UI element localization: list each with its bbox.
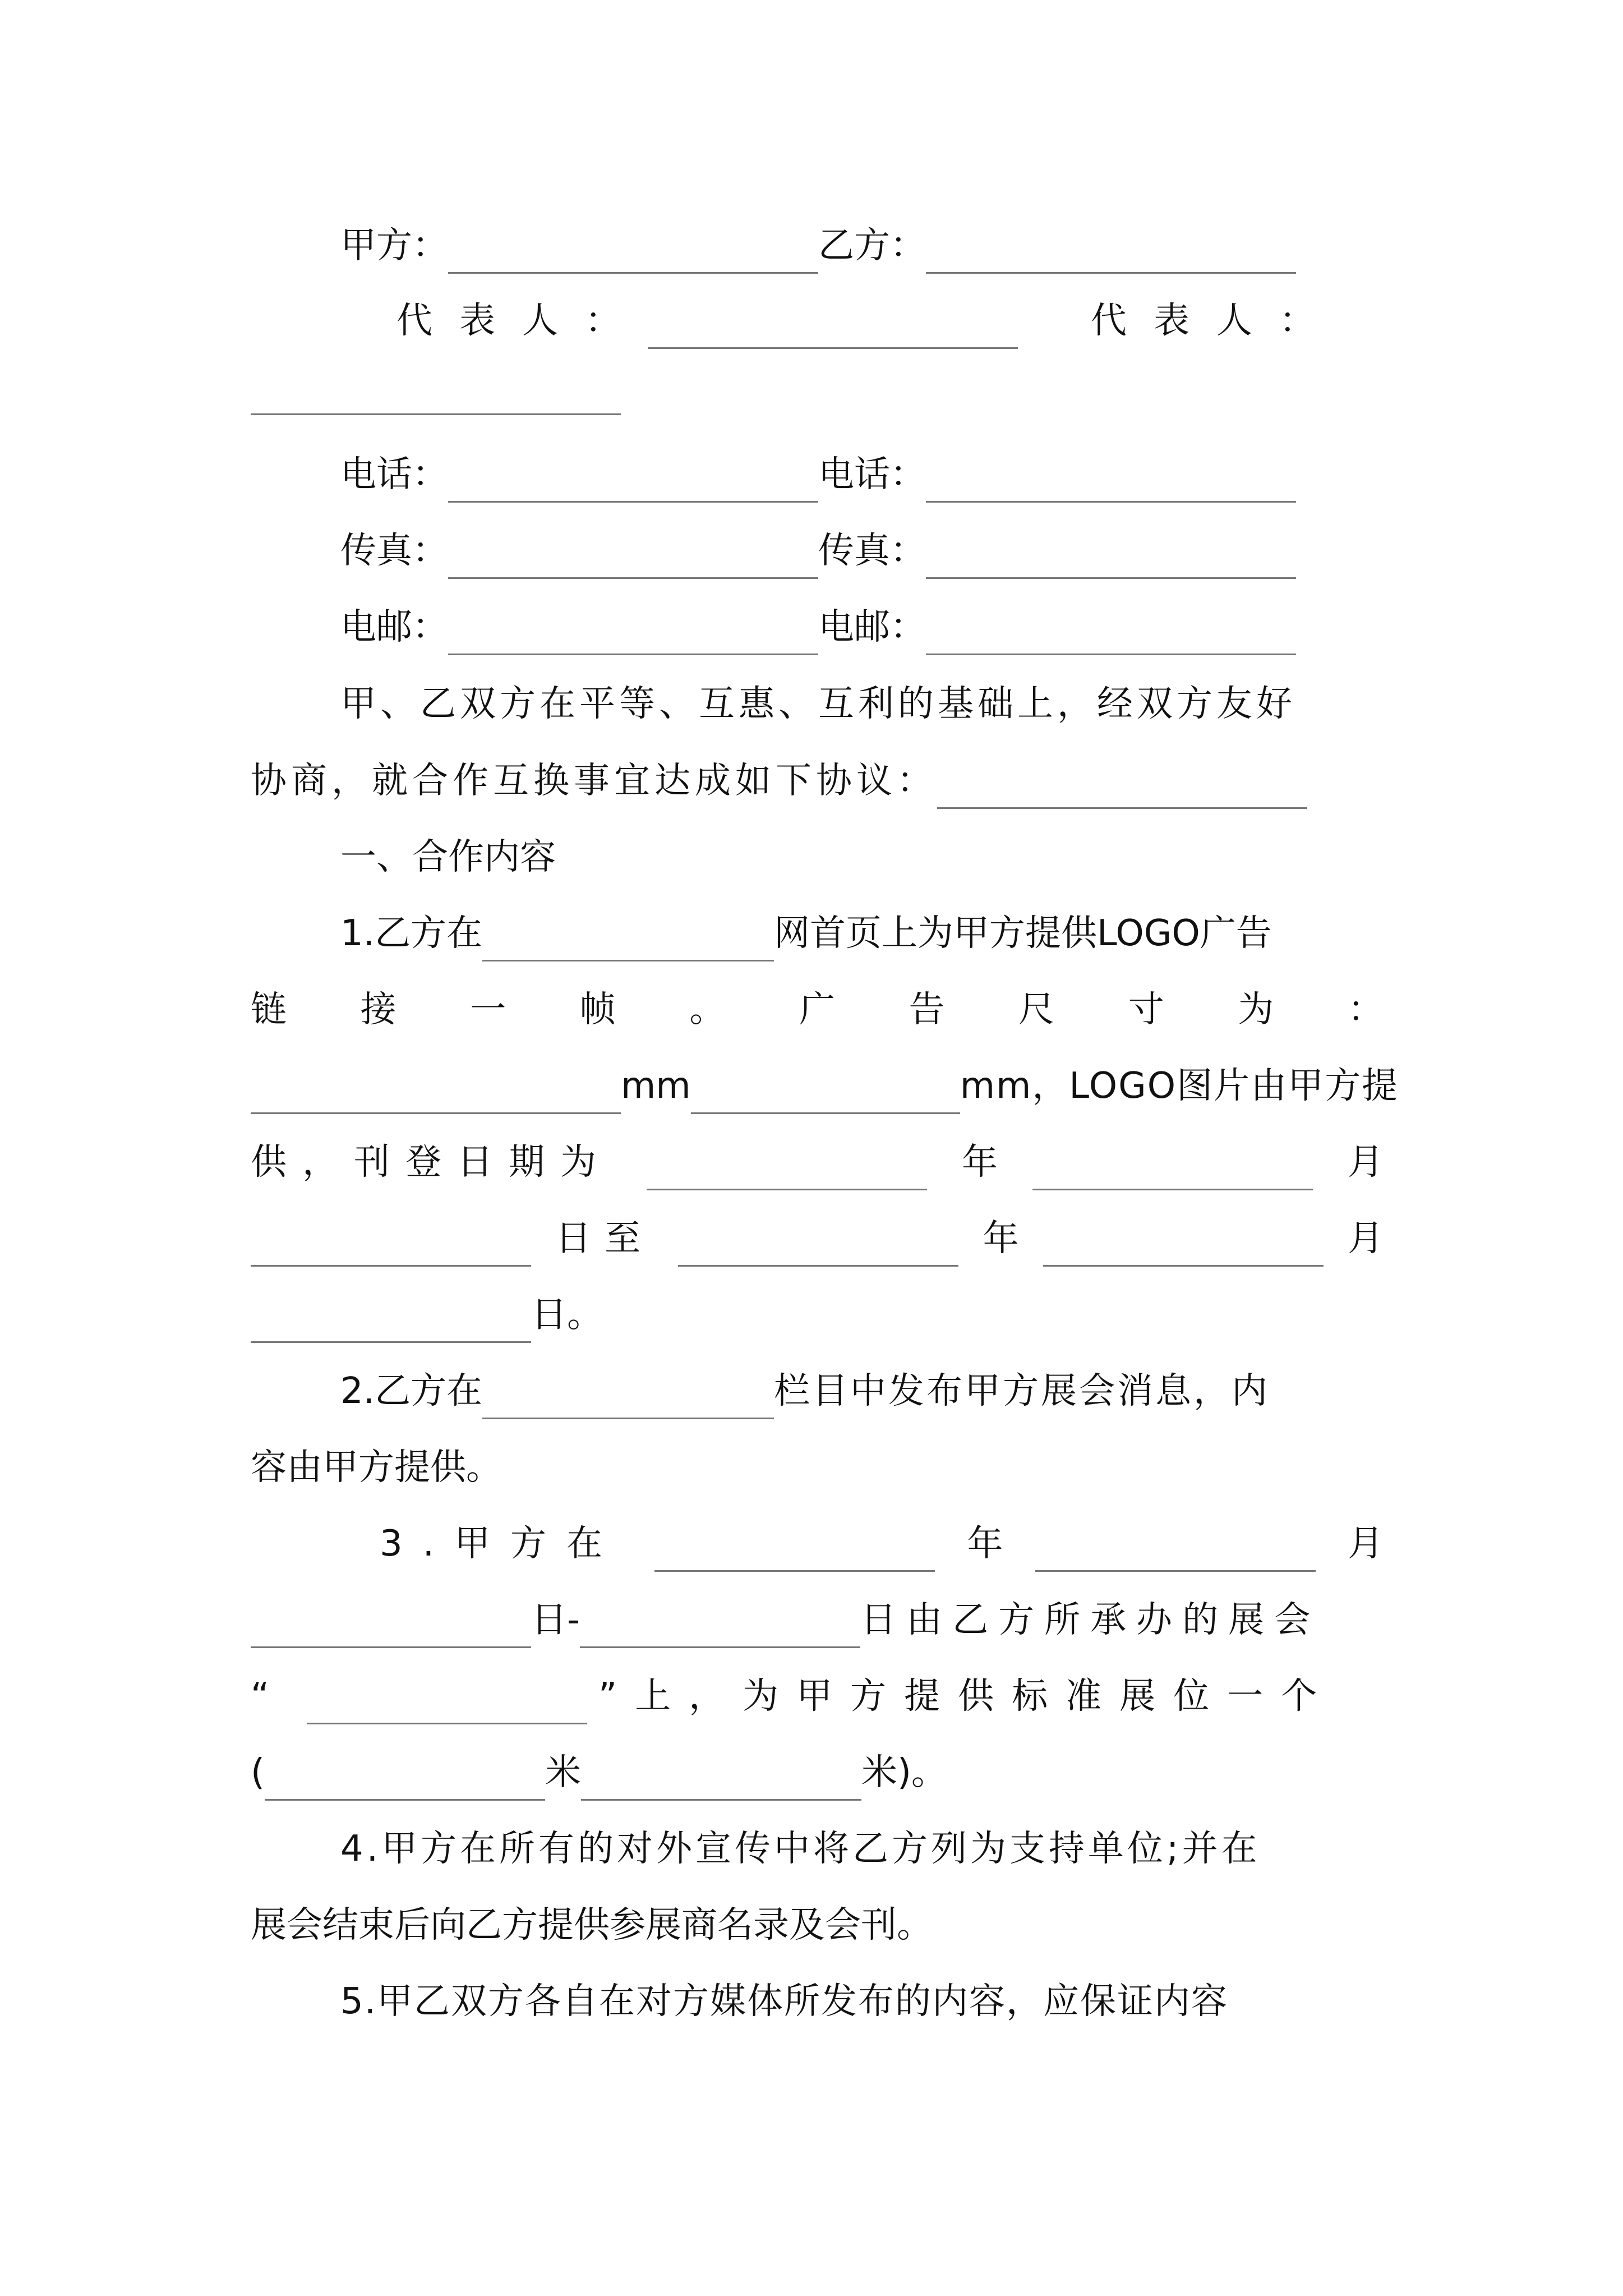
item1-size-width-blank[interactable] <box>251 1058 621 1114</box>
item3-start-day-blank[interactable] <box>251 1592 531 1648</box>
item1-line-4 <box>251 1134 1384 1190</box>
party-a-representative-label: 代表人： <box>396 300 648 342</box>
party-a-blank[interactable] <box>448 218 818 274</box>
item3-booth-width-blank[interactable] <box>265 1745 545 1801</box>
item3-year-label: 年 <box>967 1523 1003 1565</box>
item1-start-month-blank[interactable] <box>1032 1134 1313 1190</box>
item1-start-year-blank[interactable] <box>647 1134 927 1190</box>
party-a-fax-blank[interactable] <box>448 523 818 579</box>
intro-text-2: 协商，就合作互换事宜达成如下协议： <box>251 760 937 802</box>
item3-open-quote: “ <box>251 1676 270 1717</box>
item1-line-3 <box>251 1058 1399 1114</box>
party-b-fax-label: 传真： <box>818 530 926 572</box>
party-b-representative-label: 代表人： <box>1091 300 1342 342</box>
item1-char: 帧 <box>579 989 616 1030</box>
representative-blank-line <box>251 359 1384 415</box>
item2-line-1 <box>251 1363 1384 1419</box>
item2-line-2 <box>251 1439 1384 1496</box>
party-a-label: 甲方： <box>340 225 448 266</box>
item1-day-end: 日。 <box>531 1294 603 1336</box>
item3-day-dash: 日- <box>531 1599 580 1641</box>
item3-line-4 <box>251 1745 1384 1801</box>
party-b-fax-blank[interactable] <box>926 523 1296 579</box>
section-heading-line <box>251 829 1384 885</box>
item2-text-b: 栏目中发布甲方展会消息，内 <box>774 1370 1270 1412</box>
item1-char: 链 <box>251 989 287 1030</box>
party-a-email-blank[interactable] <box>448 599 818 655</box>
item1-line-5 <box>251 1211 1384 1267</box>
item3-exhibition-name-blank[interactable] <box>307 1668 587 1724</box>
item1-line-1 <box>251 905 1384 961</box>
item3-meter-close: 米)。 <box>861 1752 947 1793</box>
fax-line <box>251 523 1384 579</box>
item3-meter-label: 米 <box>545 1752 581 1793</box>
item1-year-label: 年 <box>962 1142 998 1183</box>
item5-text-1: 5.甲乙双方各自在对方媒体所发布的内容，应保证内容 <box>340 1981 1229 2022</box>
party-b-phone-label: 电话： <box>818 454 926 495</box>
item3-month-label: 月 <box>1348 1523 1384 1565</box>
item1-end-month-blank[interactable] <box>1043 1211 1324 1267</box>
item3-text-b: 日由乙方所承办的展会 <box>860 1599 1321 1641</box>
item1-line-2 <box>251 982 1384 1038</box>
item2-column-blank[interactable] <box>482 1363 774 1419</box>
party-b-label: 乙方： <box>818 225 926 266</box>
item1-year-label-2: 年 <box>983 1218 1019 1259</box>
item4-text-2: 展会结束后向乙方提供参展商名录及会刊。 <box>251 1904 933 1946</box>
party-b-email-blank[interactable] <box>926 599 1296 655</box>
intro-blank[interactable] <box>937 753 1307 809</box>
item1-start-day-blank[interactable] <box>251 1211 531 1267</box>
item1-end-day-blank[interactable] <box>251 1287 531 1343</box>
item4-line-1 <box>251 1821 1384 1877</box>
item1-char: 寸 <box>1128 989 1164 1030</box>
intro-text-1: 甲、乙双方在平等、互惠、互利的基础上，经双方友好 <box>340 683 1296 725</box>
intro-line-2 <box>251 753 1384 809</box>
item1-char: 广 <box>799 989 835 1030</box>
item3-line-1 <box>251 1516 1384 1572</box>
party-b-blank[interactable] <box>926 218 1296 274</box>
section-heading: 一、合作内容 <box>340 836 556 878</box>
item3-text-a: 3.甲方在 <box>380 1523 623 1565</box>
item1-text-a: 1.乙方在 <box>340 913 483 954</box>
item3-booth-length-blank[interactable] <box>581 1745 861 1801</box>
item1-size-height-blank[interactable] <box>691 1058 960 1114</box>
representative-line <box>251 293 1384 349</box>
item1-website-blank[interactable] <box>482 905 774 961</box>
item1-char: 尺 <box>1018 989 1055 1030</box>
item3-paren-open: ( <box>251 1752 265 1793</box>
item3-year-blank[interactable] <box>654 1516 935 1572</box>
item1-month-label-2: 月 <box>1347 1218 1384 1259</box>
item5-line-1 <box>251 1973 1384 2030</box>
item1-char: ： <box>1347 989 1384 1030</box>
party-a-phone-label: 电话： <box>340 454 448 495</box>
item2-text-a: 2.乙方在 <box>340 1370 483 1412</box>
item1-date-label: 供，刊登日期为 <box>251 1142 612 1183</box>
item1-mm-2: mm，LOGO图片由甲方提 <box>960 1065 1399 1107</box>
item3-end-day-blank[interactable] <box>580 1592 860 1648</box>
item1-char: 一 <box>470 989 506 1030</box>
item3-line-2 <box>251 1592 1384 1648</box>
email-line <box>251 599 1384 655</box>
phone-line <box>251 447 1384 503</box>
item1-char: 。 <box>689 989 726 1030</box>
party-line <box>251 218 1384 274</box>
party-b-representative-blank[interactable] <box>251 359 621 415</box>
item1-mm-1: mm <box>621 1065 691 1107</box>
item3-line-3 <box>251 1668 1384 1724</box>
intro-line-1 <box>251 676 1384 732</box>
item1-end-year-blank[interactable] <box>678 1211 958 1267</box>
item2-text-line2: 容由甲方提供。 <box>251 1447 502 1488</box>
item1-char: 为 <box>1238 989 1274 1030</box>
item1-char: 告 <box>909 989 945 1030</box>
item4-text-1: 4.甲方在所有的对外宣传中将乙方列为支持单位;并在 <box>340 1828 1261 1870</box>
item1-text-b: 网首页上为甲方提供LOGO广告 <box>774 913 1272 954</box>
party-a-phone-blank[interactable] <box>448 447 818 503</box>
item1-line-6 <box>251 1287 1384 1343</box>
party-b-phone-blank[interactable] <box>926 447 1296 503</box>
item1-char: 接 <box>360 989 396 1030</box>
item3-booth-text: ”上，为甲方提供标准展位一个 <box>598 1676 1335 1717</box>
party-a-email-label: 电邮： <box>340 606 448 648</box>
item1-month-label: 月 <box>1348 1142 1384 1183</box>
party-a-representative-blank[interactable] <box>648 293 1018 349</box>
party-a-fax-label: 传真： <box>340 530 448 572</box>
item1-day-to: 日至 <box>555 1218 654 1259</box>
item4-line-2 <box>251 1897 1384 1953</box>
item3-month-blank[interactable] <box>1035 1516 1316 1572</box>
party-b-email-label: 电邮： <box>818 606 926 648</box>
